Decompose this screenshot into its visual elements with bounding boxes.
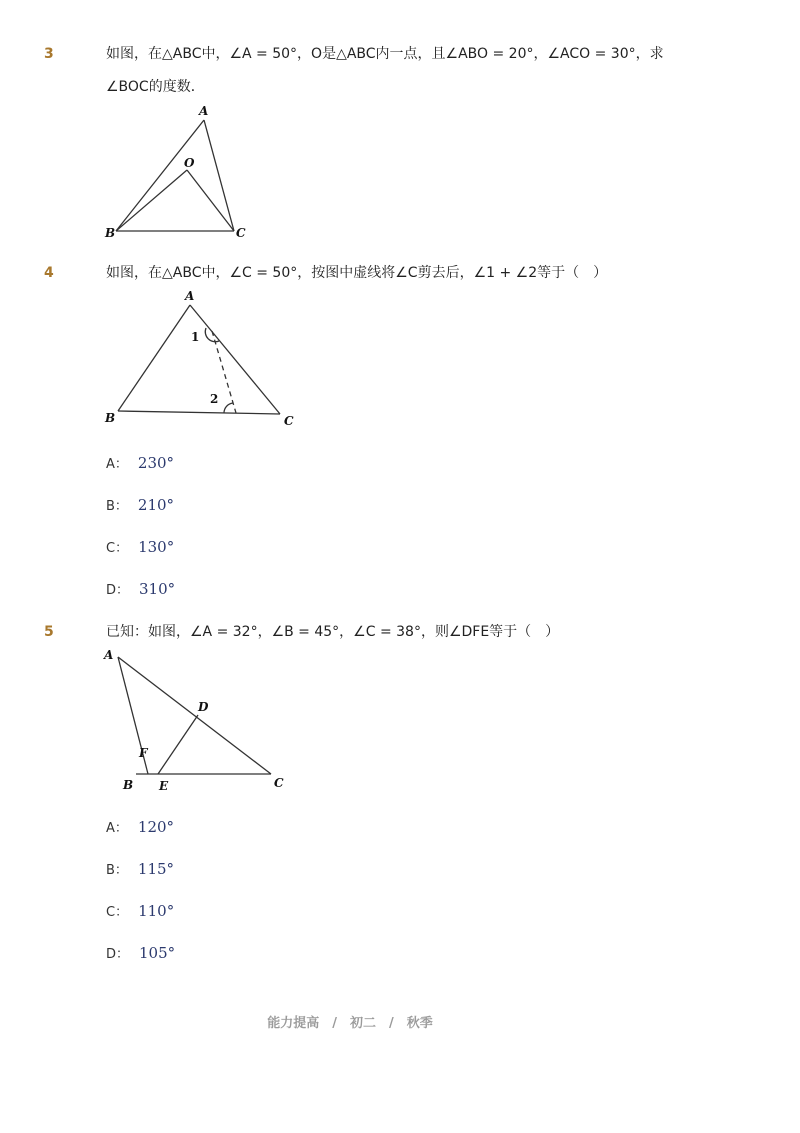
label-c: C bbox=[274, 776, 284, 790]
label-f: F bbox=[139, 746, 148, 760]
label-c: C bbox=[236, 226, 246, 240]
label-c: C bbox=[284, 414, 294, 428]
label-b: B bbox=[105, 411, 116, 425]
option-letter: A： bbox=[106, 457, 128, 472]
option-letter: C： bbox=[106, 905, 129, 920]
label-d: D bbox=[198, 700, 209, 714]
option-value: 210° bbox=[137, 496, 175, 514]
option-value: 115° bbox=[137, 860, 175, 878]
label-a: A bbox=[199, 104, 209, 118]
question-4-option-b bbox=[106, 495, 174, 514]
question-4-option-c bbox=[106, 537, 174, 556]
question-4-text: 如图，在△ABC中，∠C = 50°，按图中虚线将∠C剪去后，∠1 + ∠2等于（ ） bbox=[106, 265, 608, 281]
label-b: B bbox=[105, 226, 116, 240]
angle-1-arc bbox=[205, 328, 219, 342]
angle-2-arc bbox=[224, 403, 233, 413]
option-letter: B： bbox=[106, 863, 128, 878]
edge-co bbox=[187, 170, 234, 231]
option-value: 130° bbox=[138, 538, 175, 556]
question-4-option-a bbox=[106, 453, 174, 472]
label-a: A bbox=[104, 648, 114, 662]
question-5-option-b bbox=[106, 859, 174, 878]
option-letter: D： bbox=[106, 947, 130, 962]
edge-bc bbox=[118, 411, 280, 414]
segment-de bbox=[158, 715, 198, 774]
question-4-figure bbox=[100, 285, 300, 435]
edge-ab bbox=[118, 305, 190, 411]
label-a: A bbox=[185, 289, 195, 303]
question-3-text-line1: 如图，在△ABC中，∠A = 50°，O是△ABC内一点，且∠ABO = 20°，∠ACO = 30°，求 bbox=[106, 46, 664, 62]
label-b: B bbox=[123, 778, 134, 792]
edge-ac bbox=[190, 305, 280, 414]
label-e: E bbox=[159, 779, 169, 793]
option-value: 110° bbox=[138, 902, 175, 920]
label-1: 1 bbox=[191, 330, 200, 344]
question-3-figure bbox=[100, 100, 260, 245]
edge-bo bbox=[116, 170, 187, 231]
question-3-text-line2: ∠BOC的度数． bbox=[106, 79, 205, 95]
label-2: 2 bbox=[210, 392, 219, 406]
option-value: 105° bbox=[139, 944, 176, 962]
question-5-text: 已知：如图，∠A = 32°，∠B = 45°，∠C = 38°，则∠DFE等于（ ） bbox=[106, 624, 560, 640]
option-value: 120° bbox=[137, 818, 175, 836]
label-o: O bbox=[184, 156, 195, 170]
page-footer: 能力提高 / 初二 / 秋季 bbox=[267, 1016, 433, 1031]
question-5-option-a bbox=[106, 817, 174, 836]
option-value: 310° bbox=[139, 580, 176, 598]
question-5-option-c bbox=[106, 901, 174, 920]
option-letter: A： bbox=[106, 821, 128, 836]
question-5-number: 5 bbox=[44, 624, 54, 640]
question-4-number: 4 bbox=[44, 265, 54, 281]
edge-ac bbox=[204, 120, 234, 231]
option-letter: C： bbox=[106, 541, 129, 556]
question-5-option-d bbox=[106, 943, 175, 962]
question-5-figure bbox=[100, 645, 300, 800]
option-letter: B： bbox=[106, 499, 128, 514]
question-3-number: 3 bbox=[44, 46, 54, 62]
option-letter: D： bbox=[106, 583, 130, 598]
option-value: 230° bbox=[137, 454, 175, 472]
question-4-option-d bbox=[106, 579, 175, 598]
